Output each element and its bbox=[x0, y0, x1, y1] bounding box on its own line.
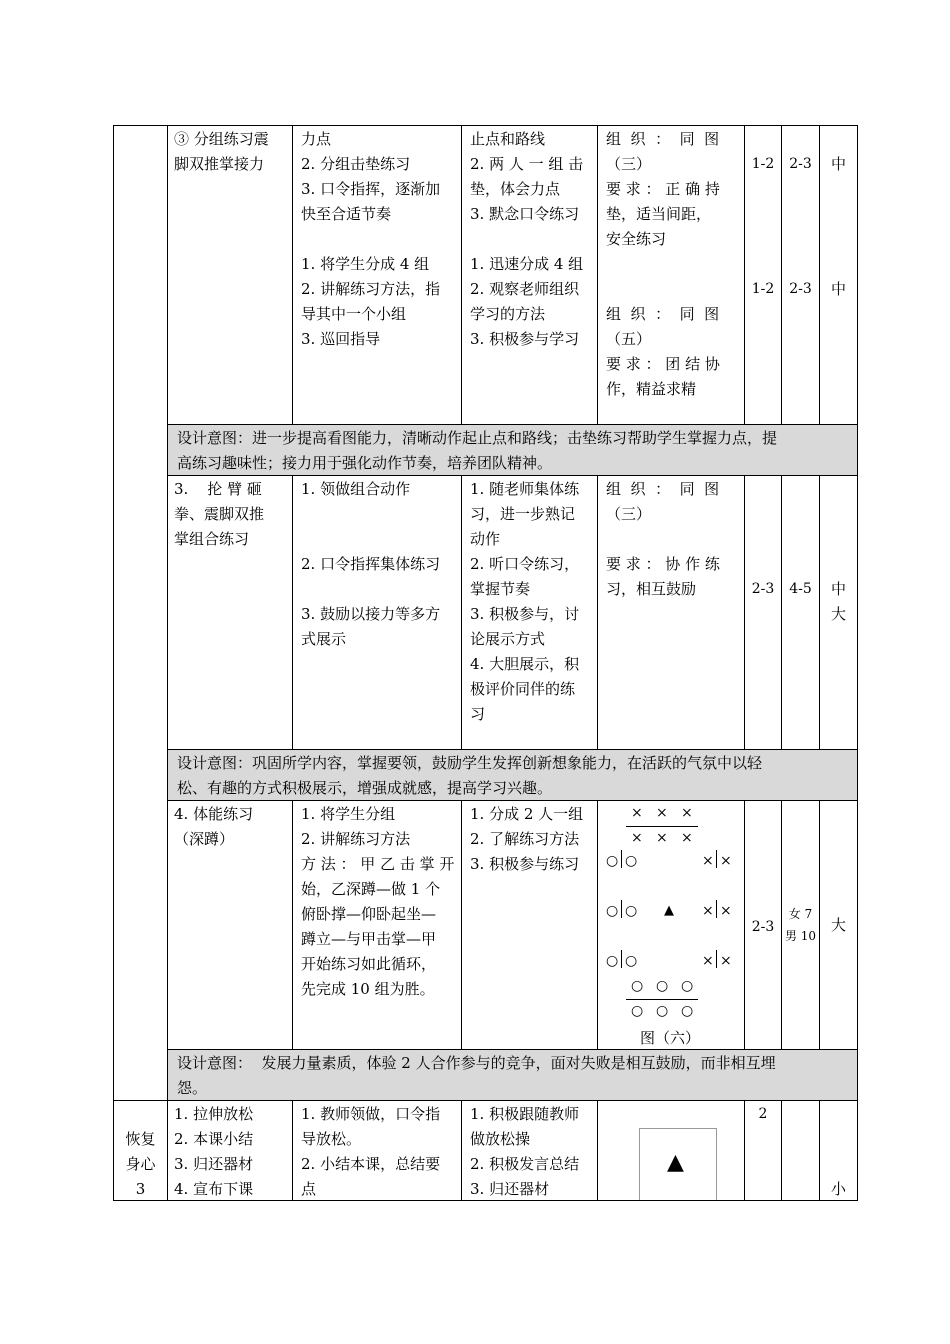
text-line: 2. 了解练习方法 bbox=[470, 830, 580, 848]
block4-item-cell bbox=[174, 1102, 290, 1202]
divider-line bbox=[626, 999, 698, 1000]
block2-teacher bbox=[301, 477, 459, 652]
text-line: 1. 将学生分成 4 组 bbox=[301, 255, 430, 273]
text-line: 2. 观察老师组织 bbox=[470, 280, 580, 298]
circle-mark: ○ bbox=[681, 978, 694, 994]
circle-mark: ○ bbox=[656, 978, 669, 994]
text-line: 3. 积极参与练习 bbox=[470, 855, 580, 873]
table-row-line bbox=[167, 1049, 858, 1050]
text-line: 松、有趣的方式积极展示，增强成就感，提高学习兴趣。 bbox=[177, 779, 553, 797]
text-line: 俯卧撑—仰卧起坐— bbox=[301, 905, 437, 923]
text-line: 要 求 ： 正 确 持 bbox=[606, 180, 720, 198]
table-border-right bbox=[857, 125, 858, 1201]
text-line: 要 求 ： 协 作 练 bbox=[606, 555, 720, 573]
text-line: 2. 听口令练习， bbox=[470, 555, 580, 573]
text-line: 3. 鼓励以接力等多方 bbox=[301, 605, 441, 623]
cross-mark: × bbox=[702, 953, 714, 969]
table-col-3-line bbox=[461, 1100, 462, 1201]
circle-mark: ○ bbox=[625, 903, 638, 919]
block2-intensity bbox=[820, 577, 857, 627]
text-line: 设计意图：巩固所学内容，掌握要领，鼓励学生发挥创新想象能力，在活跃的气氛中以轻 bbox=[177, 754, 763, 772]
block2-student bbox=[470, 477, 595, 727]
text-line: 3 bbox=[135, 1180, 146, 1198]
circle-mark: ○ bbox=[631, 1003, 644, 1019]
text-line: 论展示方式 bbox=[470, 630, 546, 648]
teacher-triangle-icon: ▲ bbox=[664, 903, 674, 918]
block2-item-cell bbox=[174, 477, 290, 552]
text-line: 点 bbox=[301, 1180, 317, 1198]
table-col-3-line bbox=[461, 125, 462, 424]
cross-mark: × bbox=[720, 903, 732, 919]
text-line: 式展示 bbox=[301, 630, 347, 648]
text-line: 掌握节奏 bbox=[470, 580, 531, 598]
block1-student-a bbox=[470, 127, 595, 227]
block3-item-cell bbox=[174, 802, 290, 852]
text-line: 1. 随老师集体练 bbox=[470, 480, 580, 498]
block1-intensity-b: 中 bbox=[830, 280, 846, 298]
block3-duration bbox=[782, 903, 819, 947]
text-line: 中 bbox=[830, 580, 846, 598]
text-line: 1. 迅速分成 4 组 bbox=[470, 255, 584, 273]
text-line: 1. 将学生分组 bbox=[301, 805, 396, 823]
cross-mark: × bbox=[656, 830, 668, 846]
table-col-2-line bbox=[292, 800, 293, 1049]
table-col-4-line bbox=[597, 475, 598, 749]
text-line: 动作 bbox=[470, 530, 501, 548]
text-line: 导放松。 bbox=[301, 1130, 362, 1148]
text-line: 男 10 bbox=[784, 929, 817, 943]
table-col-2-line bbox=[292, 1100, 293, 1201]
text-line: 止点和路线 bbox=[470, 130, 546, 148]
formation-diagram bbox=[598, 801, 744, 1049]
text-line: （深蹲） bbox=[174, 830, 235, 848]
text-line: 组 织 ： 同 图 bbox=[606, 480, 720, 498]
table-row-line bbox=[113, 125, 858, 126]
design-intent-1 bbox=[177, 426, 857, 476]
table-row-line bbox=[167, 749, 858, 750]
table-col-1-line bbox=[167, 125, 168, 1201]
text-line: 3. 归还器材 bbox=[174, 1155, 254, 1173]
text-line: 安全练习 bbox=[606, 230, 667, 248]
cross-mark: × bbox=[631, 830, 643, 846]
divider-line bbox=[621, 950, 622, 968]
circle-mark: ○ bbox=[606, 953, 619, 969]
block4-student bbox=[470, 1102, 595, 1202]
text-line: 组 织 ： 同 图 bbox=[606, 305, 720, 323]
text-line: 高练习趣味性；接力用于强化动作节奏，培养团队精神。 bbox=[177, 454, 553, 472]
text-line: 设计意图：进一步提高看图能力，清晰动作起止点和路线；击垫练习帮助学生掌握力点，提 bbox=[177, 429, 778, 447]
block4-intensity: 小 bbox=[830, 1180, 846, 1198]
circle-mark: ○ bbox=[606, 853, 619, 869]
text-line: 4. 宣布下课 bbox=[174, 1180, 254, 1198]
circle-mark: ○ bbox=[625, 853, 638, 869]
block3-intensity: 大 bbox=[830, 916, 846, 934]
text-line: 4. 大胆展示，积 bbox=[470, 655, 580, 673]
block1-duration-a: 2-3 bbox=[789, 156, 812, 172]
text-line: 蹲立—与甲击掌—甲 bbox=[301, 930, 437, 948]
circle-mark: ○ bbox=[606, 903, 619, 919]
text-line: 大 bbox=[830, 605, 846, 623]
circle-mark: ○ bbox=[625, 953, 638, 969]
text-line: 2. 本课小结 bbox=[174, 1130, 254, 1148]
block3-times: 2-3 bbox=[751, 919, 775, 935]
text-line: 始，乙深蹲—做 1 个 bbox=[301, 880, 441, 898]
teacher-triangle-icon: ▲ bbox=[667, 1150, 684, 1175]
text-line: 导其中一个小组 bbox=[301, 305, 407, 323]
text-line: 恢复 bbox=[125, 1130, 156, 1148]
text-line: 2. 讲解练习方法，指 bbox=[301, 280, 441, 298]
text-line: （五） bbox=[606, 330, 652, 348]
text-line: 开始练习如此循环， bbox=[301, 955, 437, 973]
cross-mark: × bbox=[702, 853, 714, 869]
text-line: 2. 讲解练习方法 bbox=[301, 830, 411, 848]
divider-line bbox=[621, 850, 622, 868]
cross-mark: × bbox=[720, 853, 732, 869]
cross-mark: × bbox=[720, 953, 732, 969]
text-line: 2. 两 人 一 组 击 bbox=[470, 155, 584, 173]
text-line: 学习的方法 bbox=[470, 305, 546, 323]
text-line: 1. 分成 2 人一组 bbox=[470, 805, 584, 823]
block1-times-b: 1-2 bbox=[751, 281, 775, 297]
block3-student bbox=[470, 802, 595, 877]
text-line: （三） bbox=[606, 155, 652, 173]
text-line: 组 织 ： 同 图 bbox=[606, 130, 720, 148]
text-line: 1. 积极跟随教师 bbox=[470, 1105, 580, 1123]
text-line: 拳、震脚双推 bbox=[174, 505, 265, 523]
diagram-caption: 图（六） bbox=[640, 1029, 701, 1047]
divider-line bbox=[716, 850, 717, 868]
table-col-3-line bbox=[461, 475, 462, 749]
text-line: 2. 口令指挥集体练习 bbox=[301, 555, 441, 573]
table-col-5-line bbox=[744, 475, 745, 749]
divider-line bbox=[716, 950, 717, 968]
text-line: 2. 分组击垫练习 bbox=[301, 155, 411, 173]
circle-mark: ○ bbox=[631, 978, 644, 994]
circle-mark: ○ bbox=[681, 1003, 694, 1019]
text-line: 掌组合练习 bbox=[174, 530, 250, 548]
text-line: 设计意图： 发展力量素质，体验 2 人合作参与的竞争，面对失败是相互鼓励，而非相互埋 bbox=[177, 1054, 776, 1072]
text-line: 极评价同伴的练 bbox=[470, 680, 576, 698]
text-line: 3. 默念口令练习 bbox=[470, 205, 580, 223]
text-line: 2. 积极发言总结 bbox=[470, 1155, 580, 1173]
cross-mark: × bbox=[702, 903, 714, 919]
text-line: 习，相互鼓励 bbox=[606, 580, 697, 598]
text-line: 1. 领做组合动作 bbox=[301, 480, 411, 498]
block2-org bbox=[606, 477, 742, 602]
block1-org-a bbox=[606, 127, 742, 252]
block2-times: 2-3 bbox=[751, 581, 775, 597]
text-line bbox=[301, 527, 459, 552]
table-col-6-line bbox=[781, 475, 782, 749]
text-line: 4. 体能练习 bbox=[174, 805, 254, 823]
text-line: 做放松操 bbox=[470, 1130, 531, 1148]
divider-line bbox=[621, 900, 622, 918]
text-line: 脚双推掌接力 bbox=[174, 155, 265, 173]
text-line: 3. 归还器材 bbox=[470, 1180, 550, 1198]
section-label bbox=[114, 1127, 167, 1202]
design-intent-3 bbox=[177, 1051, 857, 1101]
block1-teacher-b bbox=[301, 252, 459, 352]
text-line bbox=[606, 527, 742, 552]
text-line: 1. 教师领做，口令指 bbox=[301, 1105, 441, 1123]
block1-student-b bbox=[470, 252, 595, 352]
table-col-2-line bbox=[292, 125, 293, 424]
text-line: 垫，体会力点 bbox=[470, 180, 561, 198]
text-line bbox=[301, 502, 459, 527]
block1-intensity-a: 中 bbox=[830, 155, 846, 173]
text-line: 作，精益求精 bbox=[606, 380, 697, 398]
table-col-4-line bbox=[597, 1100, 598, 1201]
text-line: 3. 口令指挥，逐渐加 bbox=[301, 180, 441, 198]
text-line: 垫，适当间距， bbox=[606, 205, 712, 223]
text-line: 女 7 bbox=[788, 907, 813, 921]
text-line: 怨。 bbox=[177, 1079, 208, 1097]
block2-duration: 4-5 bbox=[789, 581, 812, 597]
block3-teacher bbox=[301, 802, 459, 1002]
text-line: 3. 积极参与，讨 bbox=[470, 605, 580, 623]
table-border-left bbox=[113, 125, 114, 1201]
cross-mark: × bbox=[681, 805, 693, 821]
text-line: （三） bbox=[606, 505, 652, 523]
text-line: ③ 分组练习震 bbox=[174, 130, 269, 148]
cross-mark: × bbox=[656, 805, 668, 821]
circle-mark: ○ bbox=[656, 1003, 669, 1019]
block1-teacher-a bbox=[301, 127, 459, 227]
text-line: 2. 小结本课，总结要 bbox=[301, 1155, 441, 1173]
text-line: 快至合适节奏 bbox=[301, 205, 392, 223]
block4-teacher bbox=[301, 1102, 459, 1202]
block1-org-b bbox=[606, 302, 742, 402]
block4-times: 2 bbox=[758, 1106, 768, 1122]
table-col-4-line bbox=[597, 125, 598, 424]
table-col-2-line bbox=[292, 475, 293, 749]
text-line: 力点 bbox=[301, 130, 332, 148]
cross-mark: × bbox=[681, 830, 693, 846]
divider-line bbox=[716, 900, 717, 918]
divider-line bbox=[626, 826, 698, 827]
text-line: 要 求 ： 团 结 协 bbox=[606, 355, 720, 373]
formation-box bbox=[639, 1128, 717, 1200]
text-line bbox=[301, 577, 459, 602]
text-line: 3. 积极参与学习 bbox=[470, 330, 580, 348]
block1-times-a: 1-2 bbox=[751, 156, 775, 172]
text-line: 方 法 ： 甲 乙 击 掌 开 bbox=[301, 855, 455, 873]
table-row-line bbox=[167, 424, 858, 425]
text-line: 身心 bbox=[125, 1155, 156, 1173]
block1-item-cell bbox=[174, 127, 290, 177]
text-line: 1. 拉伸放松 bbox=[174, 1105, 254, 1123]
text-line: 3. 抡 臂 砸 bbox=[174, 480, 262, 498]
table-col-6-line bbox=[781, 1100, 782, 1201]
block1-duration-b: 2-3 bbox=[789, 281, 812, 297]
text-line: 习 bbox=[470, 705, 486, 723]
table-col-3-line bbox=[461, 800, 462, 1049]
text-line: 3. 巡回指导 bbox=[301, 330, 381, 348]
design-intent-2 bbox=[177, 751, 857, 801]
text-line: 先完成 10 组为胜。 bbox=[301, 980, 435, 998]
text-line: 习，进一步熟记 bbox=[470, 505, 576, 523]
cross-mark: × bbox=[631, 805, 643, 821]
